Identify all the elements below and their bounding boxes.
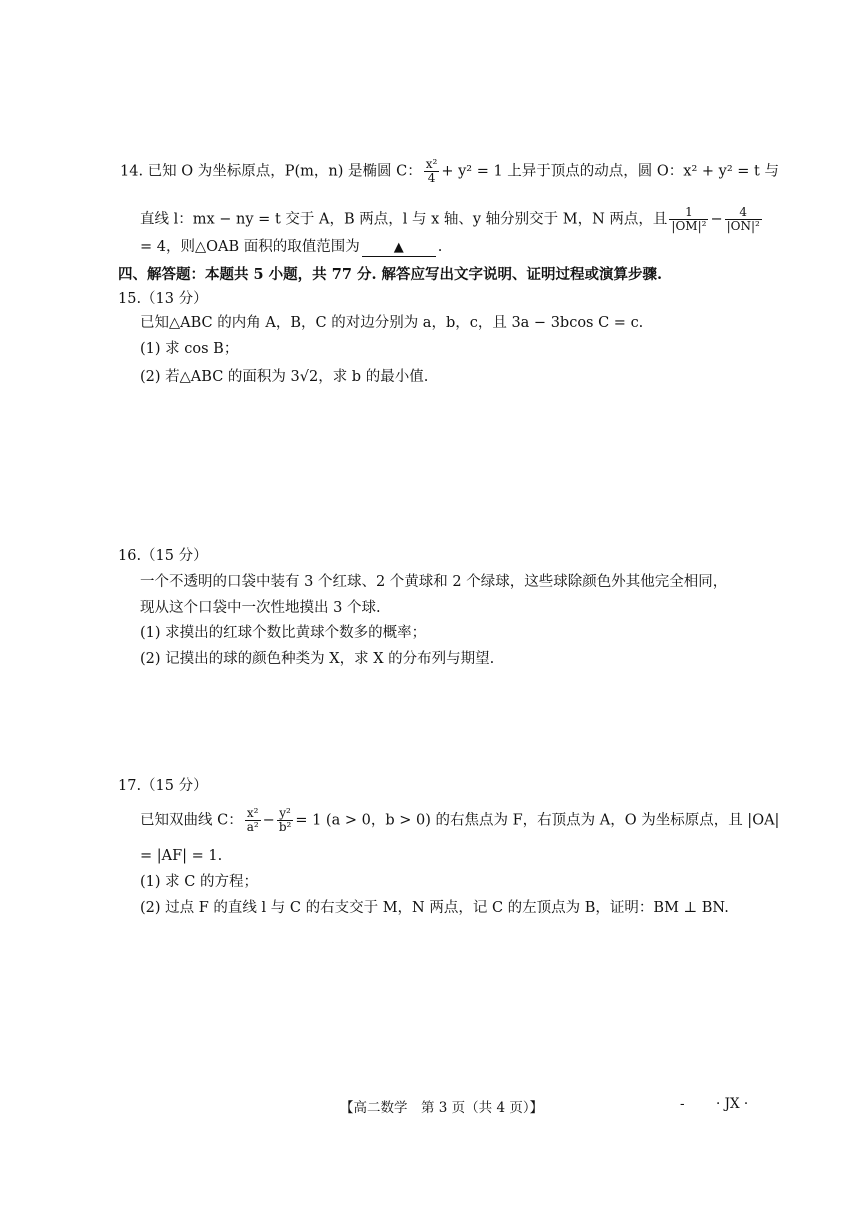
q17-stem-line-1 [140,807,779,834]
q14-text-2a: 直线 l：mx − ny = t 交于 A，B 两点，l 与 x 轴、y 轴分别交于 M，N 两点，且 [140,211,668,228]
q15-stem: 已知△ABC 的内角 A，B，C 的对边分别为 a，b，c，且 3a − 3bcos C = c. [140,315,644,331]
hyperbola-x-numerator: x² [245,807,261,821]
om-fraction [669,206,708,233]
q16-stem-1: 一个不透明的口袋中装有 3 个红球、2 个黄球和 2 个绿球，这些球除颜色外其他完全相同， [140,574,728,590]
answer-blank[interactable] [362,239,436,257]
blank-triangle-icon: ▲ [393,240,404,255]
hyperbola-y-numerator: y² [277,807,294,821]
q17-stem-a: 已知双曲线 C： [140,812,243,829]
footer-page-info: 【高二数学 第 3 页（共 4 页）】 [340,1100,544,1116]
hyperbola-x-fraction [245,807,261,834]
q17-stem-line-2: = |AF| = 1. [140,848,223,864]
ellipse-fraction [424,158,440,185]
hyperbola-x-denominator: a² [246,820,259,835]
q14-text-1b: + y² = 1 上异于顶点的动点，圆 O：x² + y² = t 与 [441,163,779,180]
footer-code: · JX · [716,1096,749,1112]
hyperbola-y-denominator: b² [278,820,292,835]
hyperbola-y-fraction [277,807,294,834]
q14-line-1 [120,158,779,185]
om-numerator: 1 [669,206,708,220]
q15-title: 15.（13 分） [118,291,208,307]
ellipse-numerator: x² [425,157,438,171]
q16-stem-2: 现从这个口袋中一次性地摸出 3 个球. [140,600,381,616]
q17-stem-b: = 1 (a > 0，b > 0) 的右焦点为 F，右顶点为 A，O 为坐标原点，且 |OA| [295,812,780,829]
section-4-header: 四、解答题：本题共 5 小题，共 77 分. 解答应写出文字说明、证明过程或演算步骤. [118,266,663,283]
q14-text-1a: 14. 已知 O 为坐标原点，P(m，n) 是椭圆 C： [120,163,422,180]
on-numerator: 4 [725,206,762,220]
q17-part-1: (1) 求 C 的方程； [140,874,258,890]
footer-mark: - [680,1096,685,1112]
q16-title: 16.（15 分） [118,548,208,564]
q17-part-2: (2) 过点 F 的直线 l 与 C 的右支交于 M，N 两点，记 C 的左顶点为 B，证明：BM ⊥ BN. [140,900,729,916]
q14-operator: − [710,211,723,228]
hyperbola-operator: − [262,812,275,829]
q16-part-1: (1) 求摸出的红球个数比黄球个数多的概率； [140,625,427,641]
on-fraction [725,206,762,233]
q14-line-3 [140,239,442,257]
q14-text-3a: = 4，则△OAB 面积的取值范围为 [140,239,360,255]
q15-part-2: (2) 若△ABC 的面积为 3√2，求 b 的最小值. [140,369,429,385]
q14-period: . [437,239,443,255]
q17-title: 17.（15 分） [118,778,208,794]
on-denominator: |ON|² [726,219,760,234]
q14-line-2 [140,206,764,233]
ellipse-denominator: 4 [427,171,436,186]
om-denominator: |OM|² [671,219,707,234]
q16-part-2: (2) 记摸出的球的颜色种类为 X，求 X 的分布列与期望. [140,651,495,667]
q15-part-1: (1) 求 cos B； [140,341,239,357]
